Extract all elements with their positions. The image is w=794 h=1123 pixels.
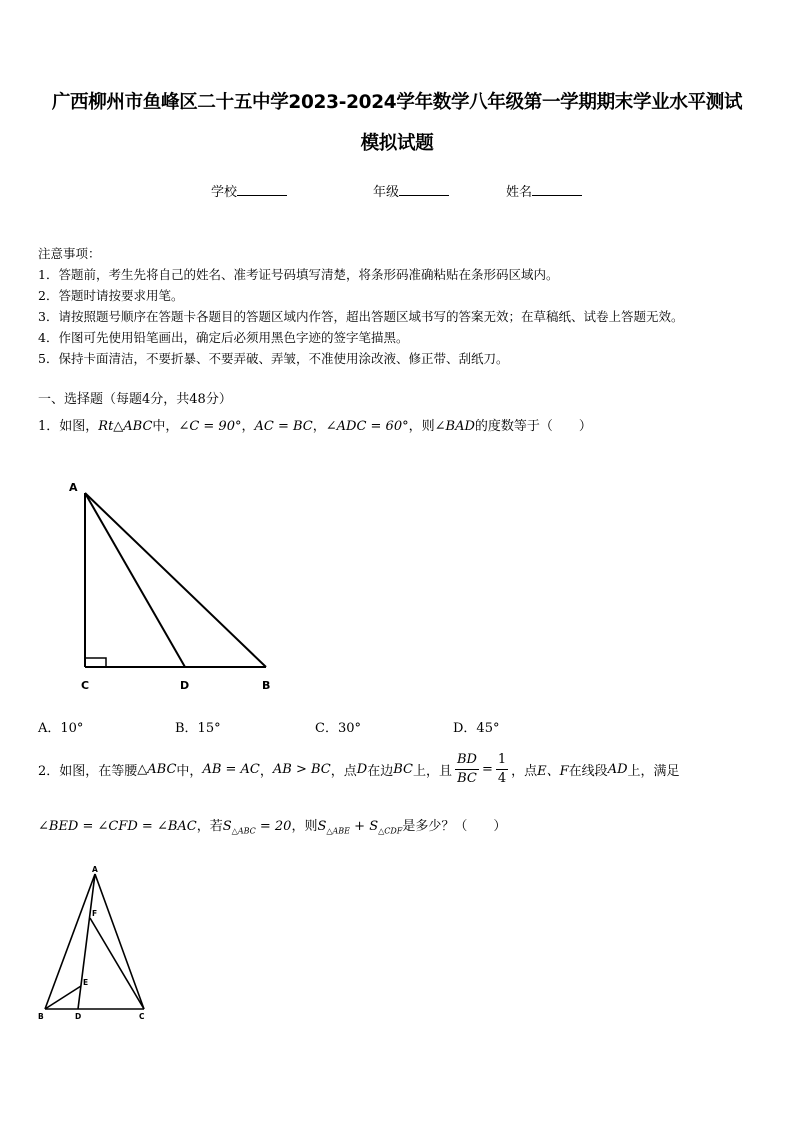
segment-be — [45, 986, 81, 1009]
fraction-bd-bc: $\frac{BD}{BC}$ — [456, 752, 477, 786]
side-ac — [95, 874, 144, 1009]
option-c[interactable]: C．30° — [315, 721, 361, 736]
label-c: C — [81, 679, 90, 692]
label-c: C — [139, 1012, 145, 1021]
notes-heading: 注意事项： — [38, 246, 101, 261]
note-item: 1．答题前，考生先将自己的姓名、准考证号码填写清楚，将条形码准确粘贴在条形码区域内。 — [38, 267, 559, 282]
right-angle-mark — [85, 658, 106, 667]
exam-title-line1: 广西柳州市鱼峰区二十五中学2023-2024学年数学八年级第一学期期末学业水平测试 — [51, 92, 743, 113]
label-f: F — [92, 909, 98, 918]
segment-cf — [90, 918, 144, 1009]
figure-1-triangle — [85, 493, 266, 667]
label-b: B — [262, 679, 271, 692]
grade-label: 年级 — [373, 185, 400, 200]
name-label: 姓名 — [506, 185, 533, 200]
note-item: 2．答题时请按要求用笔。 — [38, 288, 184, 303]
question-1-stem: 1．如图，Rt△ABC中，∠C = 90°，AC = BC，∠ADC = 60°，则∠BAD的度数等于（ ） — [38, 419, 592, 434]
fraction-one-quarter: $\frac{1}{4}$ — [497, 752, 507, 786]
note-item: 4．作图可先使用铅笔画出，确定后必须用黑色字迹的签字笔描黑。 — [38, 330, 409, 345]
option-a[interactable]: A．10° — [38, 721, 84, 736]
question-2-stem-line2: ∠BED = ∠CFD = ∠BAC，若$S_{\triangle ABC} = 20$，则$S_{\triangle ABE} + S_{\triangle CDF}$是多少？（ ） — [38, 819, 507, 836]
segment-ad — [78, 874, 98, 1009]
side-ab — [45, 874, 98, 1009]
figure-2-triangle — [45, 874, 144, 1009]
side-ab — [85, 493, 266, 667]
note-item: 5．保持卡面清洁，不要折暴、不要弄破、弄皱，不准使用涂改液、修正带、刮纸刀。 — [38, 351, 509, 366]
option-b[interactable]: B．15° — [175, 721, 221, 736]
label-b: B — [38, 1012, 44, 1021]
label-d: D — [75, 1012, 82, 1021]
label-e: E — [83, 978, 89, 987]
segment-ad — [85, 493, 185, 667]
note-item: 3．请按照题号顺序在答题卡各题目的答题区域内作答，超出答题区域书写的答案无效；在草稿纸、试卷上答题无效。 — [38, 309, 684, 324]
section-heading: 一、选择题（每题4分，共48分） — [38, 392, 232, 407]
question-2-stem-line1: 2．如图，在等腰△ABC中，AB = AC，AB > BC，点D在边BC上，且 $\frac{BD}{BC}$ = $\frac{1}{4}$ ，点E、F在线段AD上，满足 — [38, 752, 680, 786]
option-d[interactable]: D．45° — [453, 721, 500, 736]
label-a: A — [92, 865, 98, 874]
exam-title-line2: 模拟试题 — [360, 133, 434, 154]
label-a: A — [69, 481, 78, 494]
school-label: 学校 — [211, 185, 238, 200]
label-d: D — [180, 679, 190, 692]
